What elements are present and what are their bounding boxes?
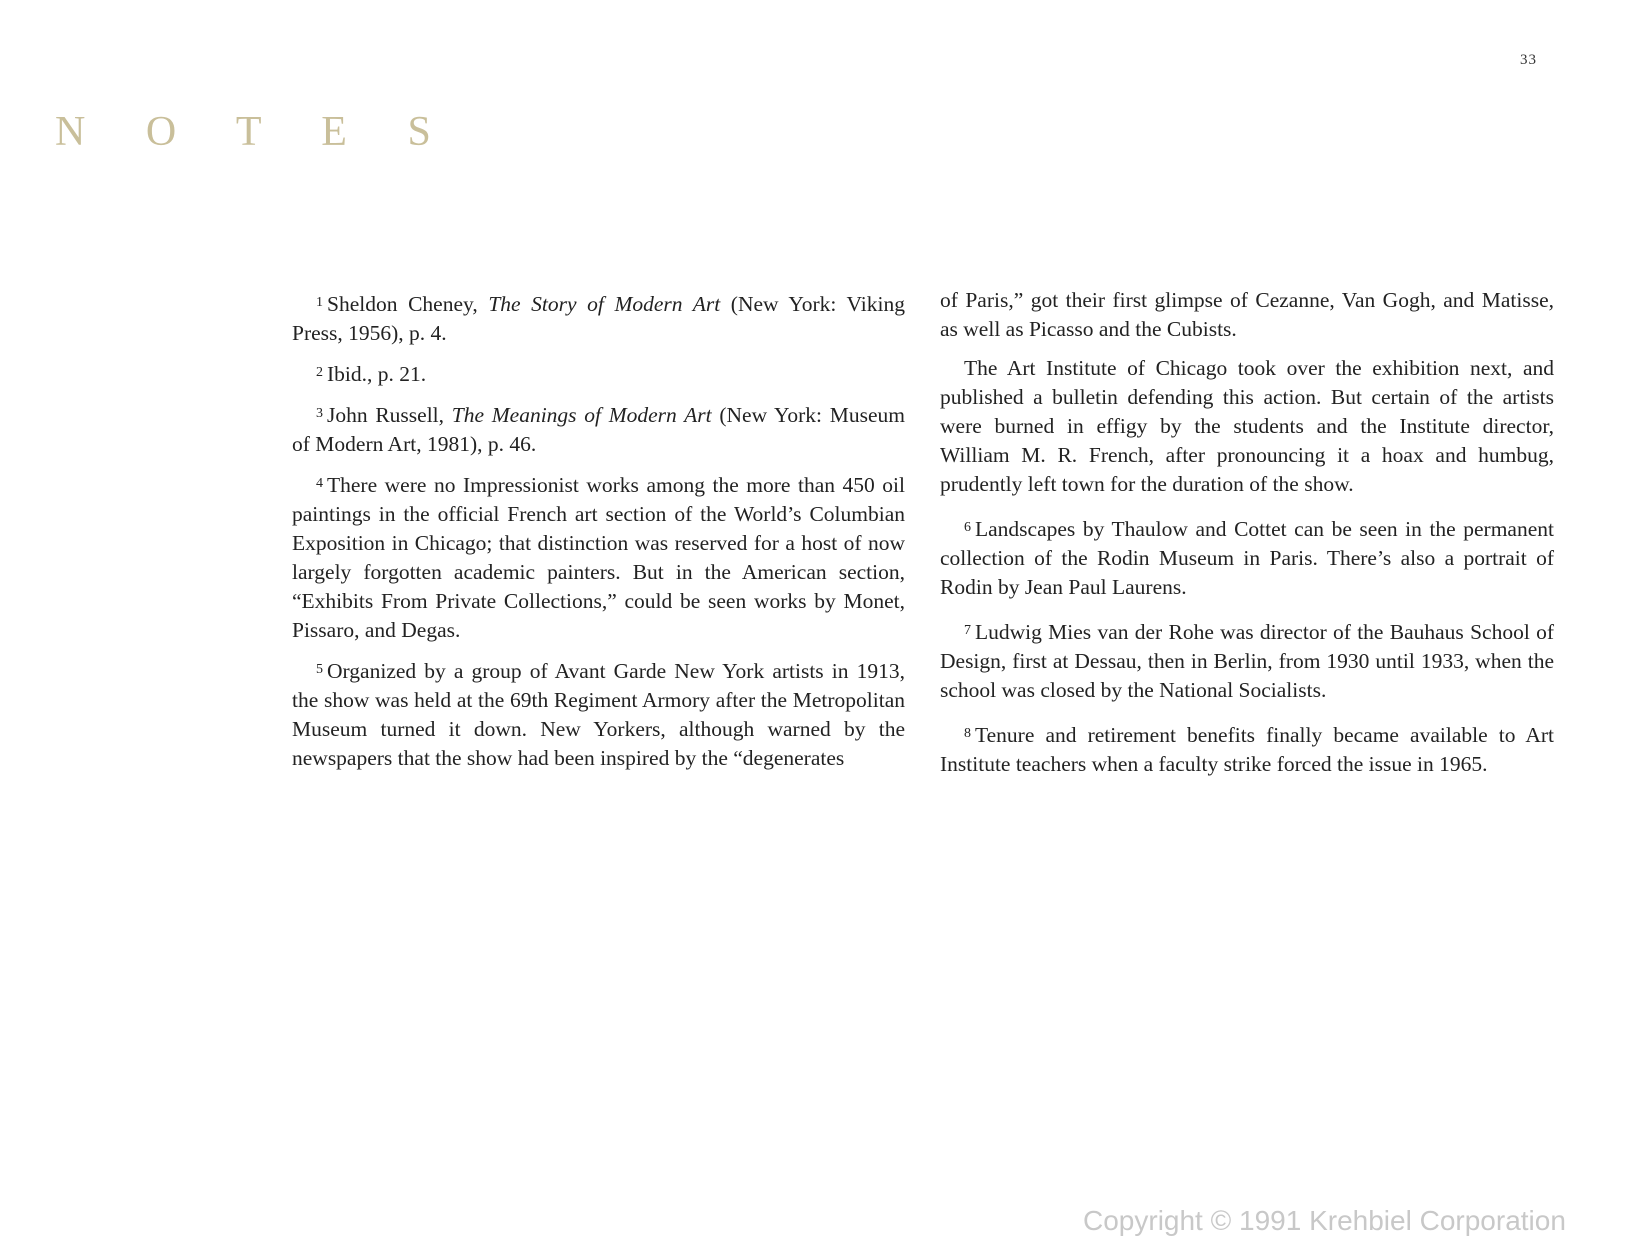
note-text: Ludwig Mies van der Rohe was director of the Bauhaus School of Design, first at Dessau, then in Berlin, from 1930 until 1933, when the school was closed by the National Socialists.	[940, 620, 1554, 702]
book-title: The Story of Modern Art	[488, 292, 721, 316]
note-5-paragraph-2: The Art Institute of Chicago took over the exhibition next, and published a bulletin defending this action. But certain of the artists were burned in effigy by the students and the Institute director, William M. R. French, after pronouncing it a hoax and humbug, prudently left town for the duration of the show.	[940, 356, 1554, 496]
notes-column-left	[292, 288, 905, 783]
note-2	[292, 358, 905, 389]
note-number: 5	[316, 662, 323, 677]
note-number: 7	[964, 623, 971, 638]
note-text: (New York: Viking Press, 1956), p. 4.	[292, 292, 905, 345]
notes-column-right	[940, 286, 1554, 789]
note-number: 1	[316, 295, 323, 310]
note-text: Organized by a group of Avant Garde New York artists in 1913, the show was held at the 69th Regiment Armory after the Metropolitan Museum turned it down. New Yorkers, although warned by the newspapers that the show had been inspired by the “degenerates	[292, 659, 905, 770]
note-text: Ibid., p. 21.	[327, 362, 427, 386]
note-8	[940, 719, 1554, 779]
note-number: 6	[964, 520, 971, 535]
note-text: Landscapes by Thaulow and Cottet can be seen in the permanent collection of the Rodin Museum in Paris. There’s also a portrait of Rodin by Jean Paul Laurens.	[940, 517, 1554, 599]
copyright-watermark: Copyright © 1991 Krehbiel Corporation	[1083, 1205, 1566, 1236]
note-text: Sheldon Cheney,	[327, 292, 489, 316]
note-5	[292, 655, 905, 773]
note-number: 4	[316, 476, 323, 491]
note-4	[292, 469, 905, 645]
book-title: The Meanings of Modern Art	[451, 403, 712, 427]
note-text: (New York: Museum of Modern Art, 1981), p. 46.	[292, 403, 906, 456]
note-7	[940, 616, 1554, 705]
note-number: 2	[316, 365, 323, 380]
notes-heading: N O T E S	[55, 109, 456, 155]
note-number: 8	[964, 726, 971, 741]
page-number: 33	[1520, 52, 1537, 68]
note-text: Tenure and retirement benefits finally became available to Art Institute teachers when a faculty strike forced the issue in 1965.	[940, 723, 1554, 776]
note-5-continuation: of Paris,” got their first glimpse of Cezanne, Van Gogh, and Matisse, as well as Picasso and the Cubists.	[940, 288, 1554, 341]
note-text: There were no Impressionist works among the more than 450 oil paintings in the official French art section of the World’s Columbian Exposition in Chicago; that distinction was reserved for a host of now largely forgotten academic painters. But in the American section, “Exhibits From Private Collections,” could be seen works by Monet, Pissaro, and Degas.	[292, 473, 905, 642]
note-6	[940, 513, 1554, 602]
note-number: 3	[316, 406, 323, 421]
note-text: John Russell,	[327, 403, 452, 427]
note-1	[292, 288, 905, 348]
note-3	[292, 399, 905, 459]
